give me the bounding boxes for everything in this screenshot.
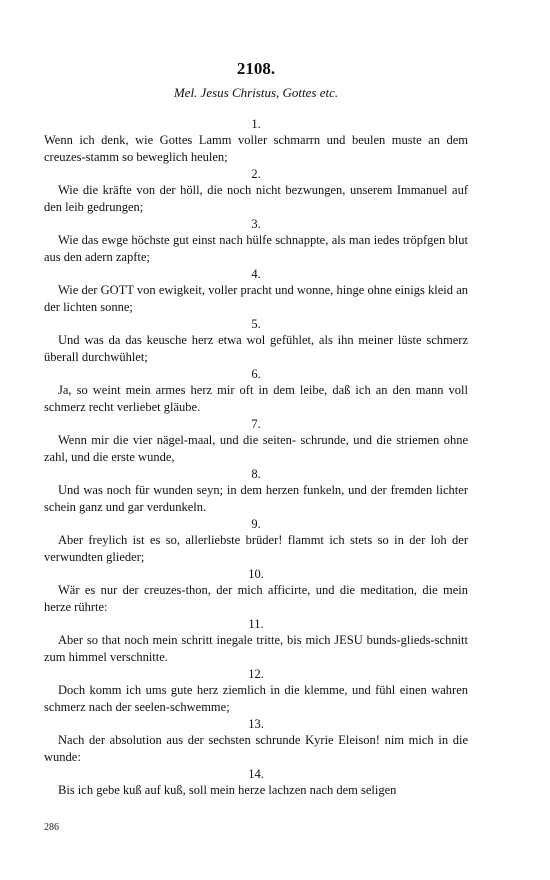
verse-text: Nach der absolution aus der sechsten schrunde Kyrie Eleison! nim mich in die wunde: [44, 733, 468, 764]
verse-number: 12. [248, 667, 264, 681]
verse-number: 2. [251, 167, 261, 181]
verse-number: 10. [248, 567, 264, 581]
verse-number: 4. [251, 267, 261, 281]
hymn-page [44, 52, 468, 799]
hymn-number: 2108. [236, 59, 276, 78]
verse-number: 13. [248, 717, 264, 731]
verse [44, 366, 468, 416]
verse [44, 466, 468, 516]
verse [44, 316, 468, 366]
verse-number: 9. [251, 517, 261, 531]
verse-text: Wie das ewge höchste gut einst nach hülfe schnappte, als man iedes tröpfgen blut aus den adern zapfte; [44, 233, 468, 264]
verse [44, 616, 468, 666]
verse-number: 11. [248, 617, 264, 631]
verse [44, 216, 468, 266]
verse [44, 116, 468, 166]
verse-text: Aber freylich ist es so, allerliebste brüder! flammt ich stets so in der loh der verwundten glieder; [44, 533, 468, 564]
verse [44, 766, 468, 799]
verse-text: Und was noch für wunden seyn; in dem herzen funkeln, und der fremden lichter schein ganz und gar verdunkeln. [44, 483, 468, 514]
verse-number: 14. [248, 767, 264, 781]
verse [44, 566, 468, 616]
verse-text: Wie der GOTT von ewigkeit, voller pracht und wonne, hinge ohne einigs kleid an der lichten sonne; [44, 283, 468, 314]
verse [44, 416, 468, 466]
verse-number: 1. [251, 117, 261, 131]
verse-number: 8. [251, 467, 261, 481]
verse-number: 6. [251, 367, 261, 381]
verse [44, 266, 468, 316]
verse-number: 5. [251, 317, 261, 331]
verse-text: Wenn mir die vier nägel-maal, und die seiten- schrunde, und die striemen ohne zahl, und die erste wunde, [44, 433, 468, 464]
verse [44, 666, 468, 716]
verse-text: Wär es nur der creuzes-thon, der mich afficirte, und die meditation, die mein herze rührte: [44, 583, 468, 614]
verse-text: Wie die kräfte von der höll, die noch nicht bezwungen, unserem Immanuel auf den leib gedrungen; [44, 183, 468, 214]
verse-text: Wenn ich denk, wie Gottes Lamm voller schmarrn und beulen muste an dem creuzes-stamm so beweglich heulen; [44, 133, 468, 164]
verse [44, 516, 468, 566]
verse-text: Aber so that noch mein schritt inegale tritte, bis mich JESU bunds-glieds-schnitt zum himmel verschnitte. [44, 633, 468, 664]
verse-text: Doch komm ich ums gute herz ziemlich in die klemme, und fühl einen wahren schmerz nach der seelen-schwemme; [44, 683, 468, 714]
verse-number: 3. [251, 217, 261, 231]
page-number: 286 [44, 822, 59, 833]
verse [44, 716, 468, 766]
verse [44, 166, 468, 216]
verse-text: Bis ich gebe kuß auf kuß, soll mein herze lachzen nach dem seligen [58, 783, 397, 797]
verse-text: Ja, so weint mein armes herz mir oft in dem leibe, daß ich an den mann voll schmerz recht verliebet gläube. [44, 383, 468, 414]
verse-number: 7. [251, 417, 261, 431]
verse-text: Und was da das keusche herz etwa wol gefühlet, als ihn meiner lüste schmerz überall durchwühlet; [44, 333, 468, 364]
melody-line: Mel. Jesus Christus, Gottes etc. [173, 85, 339, 100]
